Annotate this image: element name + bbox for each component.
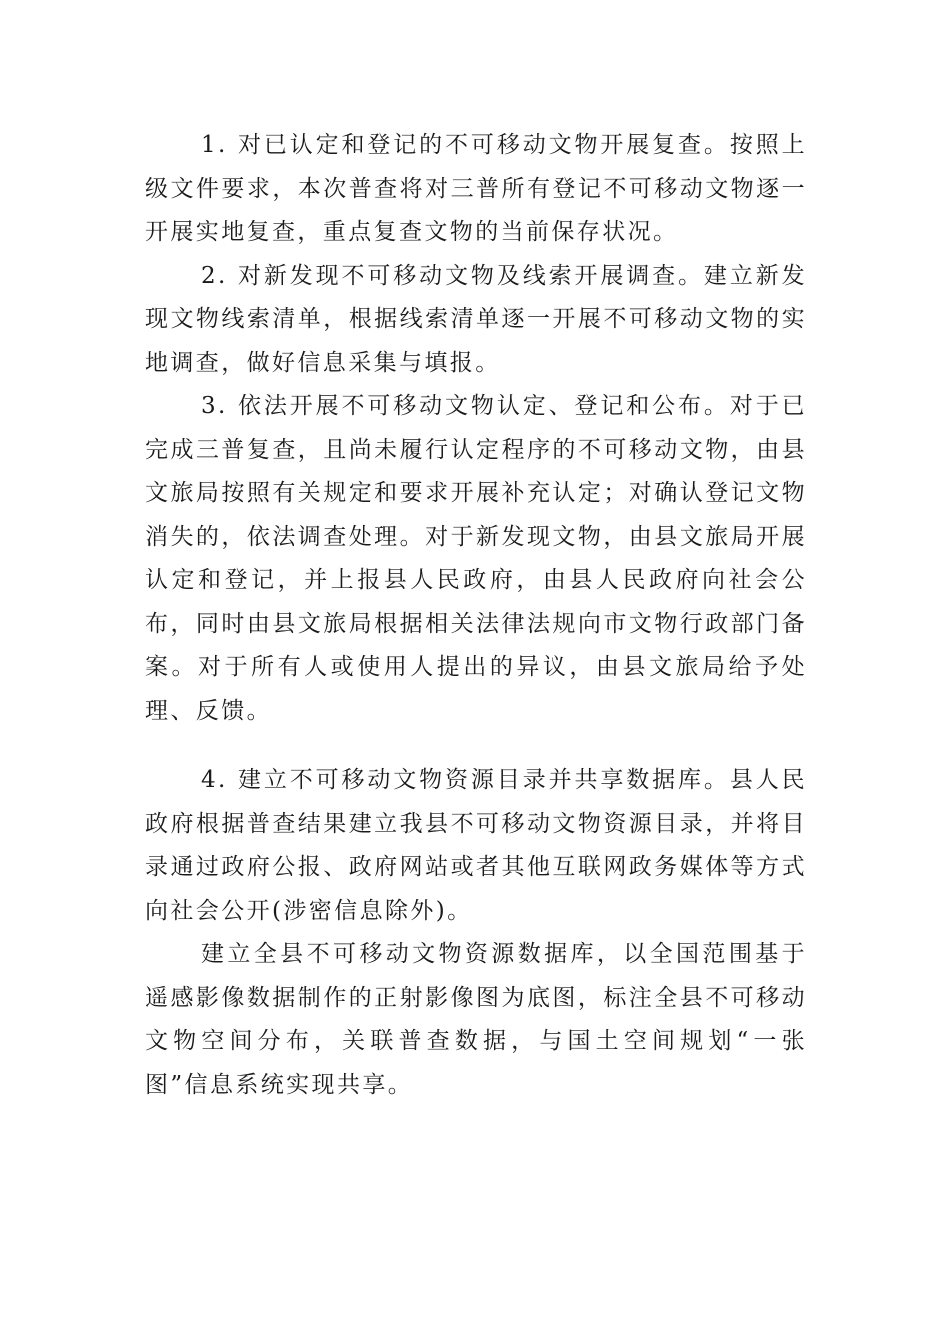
paragraph-4: 4. 建立不可移动文物资源目录并共享数据库。县人民政府根据普查结果建立我县不可移动文物资源目录，并将目录通过政府公报、政府网站或者其他互联网政务媒体等方式向社会公开(涉密信息除外)。	[145, 767, 807, 924]
paragraph-2: 2. 对新发现不可移动文物及线索开展调查。建立新发现文物线索清单，根据线索清单逐一开展不可移动文物的实地调查，做好信息采集与填报。	[145, 262, 807, 376]
paragraph-3: 3. 依法开展不可移动文物认定、登记和公布。对于已完成三普复查，且尚未履行认定程序的不可移动文物，由县文旅局按照有关规定和要求开展补充认定；对确认登记文物消失的，依法调查处理。对于新发现文物，由县文旅局开展认定和登记，并上报县人民政府，由县人民政府向社会公布，同时由县文旅局根据相关法律法规向市文物行政部门备案。对于所有人或使用人提出的异议，由县文旅局给予处理、反馈。	[145, 393, 807, 724]
paragraph-1: 1. 对已认定和登记的不可移动文物开展复查。按照上级文件要求，本次普查将对三普所有登记不可移动文物逐一开展实地复查，重点复查文物的当前保存状况。	[145, 132, 807, 245]
document-body	[145, 124, 807, 1107]
paragraph-5: 建立全县不可移动文物资源数据库，以全国范围基于遥感影像数据制作的正射影像图为底图，标注全县不可移动文物空间分布，关联普查数据，与国土空间规划“一张图”信息系统实现共享。	[145, 941, 807, 1098]
